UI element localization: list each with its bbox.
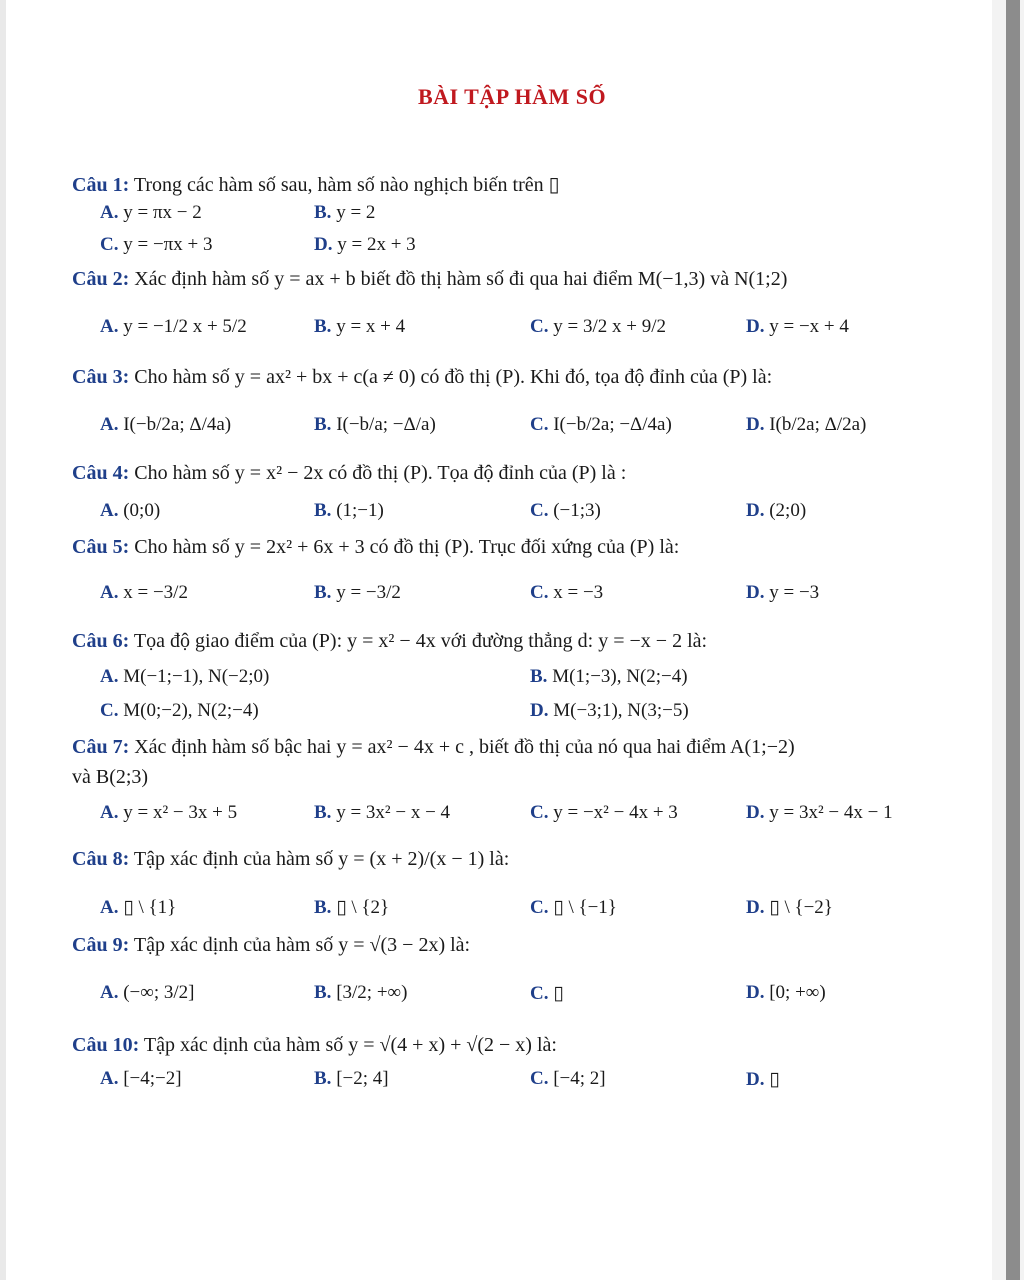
option-a: A. ▯ \ {1}: [100, 897, 177, 918]
option-c: C. ▯ \ {−1}: [530, 897, 617, 918]
question-text: Tập xác định của hàm số y = (x + 2)/(x − 1) là:: [133, 848, 510, 870]
option-d: D. (2;0): [746, 500, 807, 521]
question-text: Trong các hàm số sau, hàm số nào nghịch biến trên ▯: [133, 174, 560, 196]
question-4: [72, 462, 626, 485]
option-d: D. ▯: [746, 1069, 780, 1090]
question-text: Cho hàm số y = x² − 2x có đồ thị (P). Tọa độ đỉnh của (P) là :: [134, 462, 627, 484]
question-label: Câu 4:: [72, 462, 130, 484]
question-text: Cho hàm số y = ax² + bx + c(a ≠ 0) có đồ thị (P). Khi đó, tọa độ đỉnh của (P) là:: [134, 366, 773, 388]
option-a: A. M(−1;−1), N(−2;0): [100, 666, 270, 687]
option-a: A. y = −1/2 x + 5/2: [100, 316, 247, 337]
option-b: B. (1;−1): [314, 500, 384, 521]
option-a: A. I(−b/2a; Δ/4a): [100, 414, 232, 435]
option-d: D. y = 2x + 3: [314, 234, 416, 255]
question-3: [72, 366, 772, 389]
question-label: Câu 9:: [72, 934, 130, 956]
option-a: A. [−4;−2]: [100, 1068, 182, 1089]
question-label: Câu 2:: [72, 268, 130, 290]
question-label: Câu 7:: [72, 736, 130, 758]
question-label: Câu 6:: [72, 630, 130, 652]
option-b: B. [3/2; +∞): [314, 982, 408, 1003]
question-8: [72, 848, 509, 871]
option-b: B. y = −3/2: [314, 582, 401, 603]
option-a: A. (−∞; 3/2]: [100, 982, 195, 1003]
option-d: D. y = −3: [746, 582, 820, 603]
question-label: Câu 8:: [72, 848, 130, 870]
option-c: C. M(0;−2), N(2;−4): [100, 700, 259, 721]
option-d: D. M(−3;1), N(3;−5): [530, 700, 689, 721]
option-d: D. I(b/2a; Δ/2a): [746, 414, 867, 435]
question-text: Tọa độ giao điểm của (P): y = x² − 4x với đường thẳng d: y = −x − 2 là:: [133, 630, 708, 652]
option-a: A. x = −3/2: [100, 582, 188, 603]
question-6: [72, 630, 707, 653]
option-c: C. I(−b/2a; −Δ/4a): [530, 414, 672, 435]
scrollbar[interactable]: [992, 0, 1024, 1280]
question-1: [72, 172, 560, 197]
option-a: A. y = πx − 2: [100, 202, 202, 223]
question-text: Cho hàm số y = 2x² + 6x + 3 có đồ thị (P). Trục đối xứng của (P) là:: [134, 536, 680, 558]
option-b: B. I(−b/a; −Δ/a): [314, 414, 436, 435]
question-label: Câu 5:: [72, 536, 130, 558]
option-c: C. x = −3: [530, 582, 604, 603]
option-d: D. y = 3x² − 4x − 1: [746, 802, 893, 823]
question-label: Câu 3:: [72, 366, 130, 388]
option-d: D. ▯ \ {−2}: [746, 897, 833, 918]
option-b: B. y = 2: [314, 202, 376, 223]
question-text: Tập xác dịnh của hàm số y = √(4 + x) + √(2 − x) là:: [143, 1034, 557, 1056]
question-7-continued: và B(2;3): [72, 766, 149, 788]
option-c: C. y = −πx + 3: [100, 234, 213, 255]
option-b: B. M(1;−3), N(2;−4): [530, 666, 688, 687]
option-a: A. (0;0): [100, 500, 161, 521]
page-title: BÀI TẬP HÀM SỐ: [417, 84, 607, 109]
question-label: Câu 10:: [72, 1034, 140, 1056]
option-c: C. (−1;3): [530, 500, 601, 521]
question-text: Tập xác dịnh của hàm số y = √(3 − 2x) là:: [133, 934, 471, 956]
option-c: C. [−4; 2]: [530, 1068, 606, 1089]
question-7: [72, 736, 795, 759]
question-2: [72, 268, 787, 291]
question-label: Câu 1:: [72, 174, 130, 196]
option-c: C. y = 3/2 x + 9/2: [530, 316, 666, 337]
question-text: Xác định hàm số bậc hai y = ax² − 4x + c , biết đồ thị của nó qua hai điểm A(1;−2): [134, 736, 795, 758]
question-10: [72, 1034, 557, 1057]
option-b: B. y = x + 4: [314, 316, 406, 337]
option-d: D. [0; +∞): [746, 982, 826, 1003]
question-text: Xác định hàm số y = ax + b biết đồ thị hàm số đi qua hai điểm M(−1,3) và N(1;2): [134, 268, 788, 290]
option-a: A. y = x² − 3x + 5: [100, 802, 238, 823]
option-b: B. y = 3x² − x − 4: [314, 802, 451, 823]
question-5: [72, 536, 679, 559]
option-d: D. y = −x + 4: [746, 316, 849, 337]
option-c: C. ▯: [530, 983, 564, 1004]
option-b: B. ▯ \ {2}: [314, 897, 390, 918]
option-b: B. [−2; 4]: [314, 1068, 389, 1089]
scrollbar-thumb[interactable]: [1006, 0, 1020, 1280]
page-left-edge: [0, 0, 6, 1280]
option-c: C. y = −x² − 4x + 3: [530, 802, 678, 823]
question-9: [72, 934, 470, 957]
